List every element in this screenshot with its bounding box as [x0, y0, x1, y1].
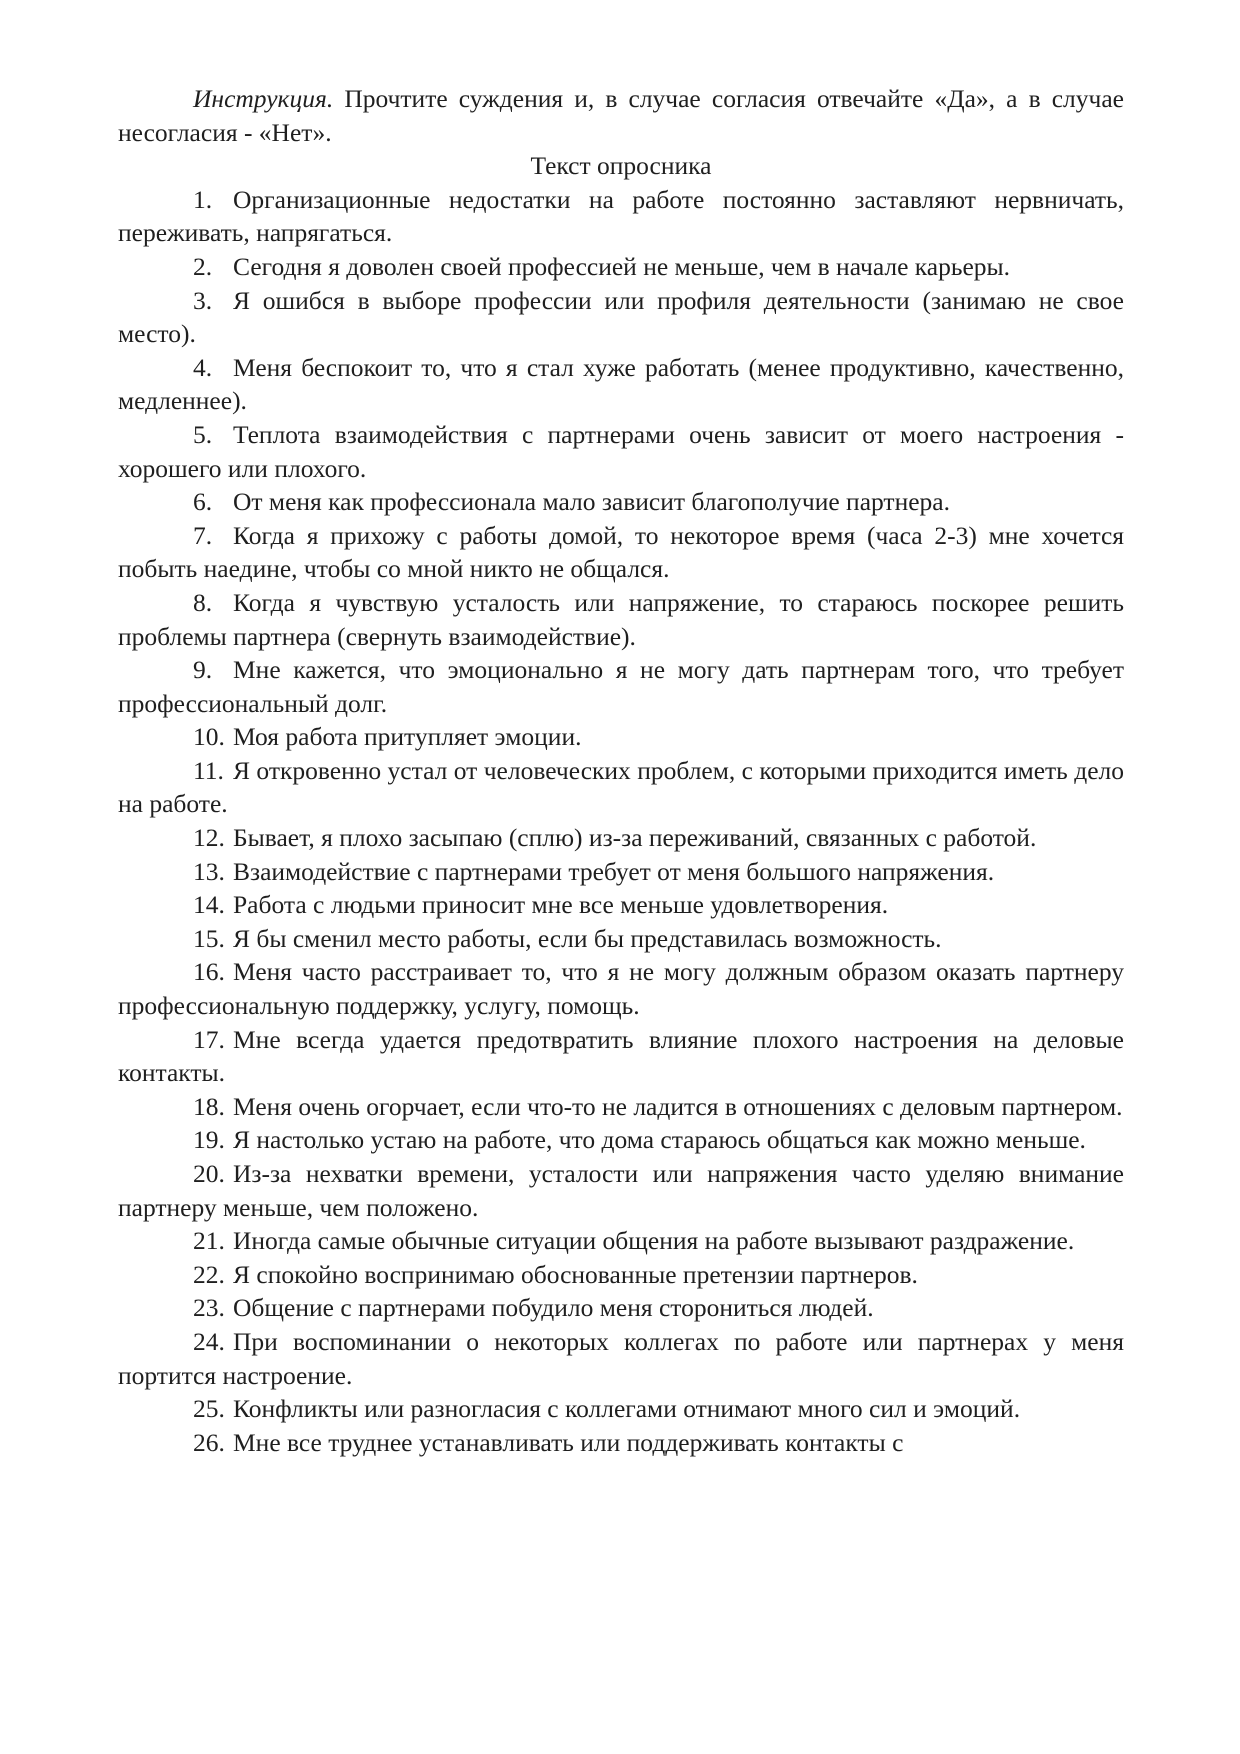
item-number: 16. [193, 957, 225, 987]
item-text: Иногда самые обычные ситуации общения на работе вызывают раздражение. [233, 1226, 1075, 1256]
item-number: 7. [193, 520, 213, 550]
item-text: Из-за нехватки времени, усталости или напряжения часто уделяю внимание партнеру меньше, чем положено. [118, 1159, 1124, 1222]
item-text: Моя работа притупляет эмоции. [233, 722, 582, 752]
item-number: 20. [193, 1159, 225, 1188]
questionnaire-item [118, 1090, 1124, 1124]
instruction-text: Прочтите суждения и, в случае согласия отвечайте «Да», а в случае несогласия - «Нет». [118, 84, 1124, 147]
questionnaire-item [118, 1157, 1124, 1224]
questionnaire-item [118, 1023, 1124, 1090]
item-number: 5. [193, 419, 213, 449]
questionnaire-item [118, 754, 1124, 821]
item-text: Меня беспокоит то, что я стал хуже работать (менее продуктивно, качественно, медленнее). [118, 352, 1124, 416]
item-text: Я бы сменил место работы, если бы представилась возможность. [233, 923, 942, 953]
item-number: 18. [193, 1091, 225, 1121]
item-number: 9. [193, 655, 213, 685]
item-number: 15. [193, 923, 225, 953]
item-text: Мне всегда удается предотвратить влияние плохого настроения на деловые контакты. [118, 1024, 1124, 1088]
item-number: 4. [193, 352, 213, 382]
item-text: Теплота взаимодействия с партнерами очень зависит от моего настроения - хорошего или плохого. [118, 419, 1124, 483]
item-text: Общение с партнерами побудило меня сторониться людей. [233, 1293, 874, 1323]
item-number: 21. [193, 1226, 225, 1256]
questionnaire-item [118, 519, 1124, 586]
questionnaire-item [118, 1392, 1124, 1426]
item-text: При воспоминании о некоторых коллегах по работе или партнерах у меня портится настроение. [118, 1326, 1124, 1390]
item-number: 8. [193, 587, 213, 617]
item-number: 2. [193, 251, 213, 281]
item-text: Когда я чувствую усталость или напряжение, то стараюсь поскорее решить проблемы партнера (свернуть взаимодействие). [118, 587, 1124, 651]
questionnaire-item [118, 821, 1124, 855]
item-text: Меня часто расстраивает то, что я не могу должным образом оказать партнеру профессиональную поддержку, услугу, помощь. [118, 957, 1124, 1021]
item-number: 11. [193, 755, 224, 785]
item-number: 17. [193, 1024, 225, 1054]
questionnaire-item [118, 351, 1124, 418]
item-text: Я настолько устаю на работе, что дома стараюсь общаться как можно меньше. [233, 1125, 1086, 1155]
item-text: Работа с людьми приносит мне все меньше удовлетворения. [233, 890, 889, 920]
item-text: Я спокойно воспринимаю обоснованные претензии партнеров. [233, 1259, 918, 1289]
instruction-label: Инструкция. [193, 84, 334, 113]
questionnaire-item [118, 955, 1124, 1022]
questionnaire-item [118, 888, 1124, 922]
questionnaire-item [118, 1426, 1124, 1460]
item-number: 23. [193, 1293, 225, 1323]
questionnaire-item [118, 653, 1124, 720]
item-number: 10. [193, 722, 225, 752]
item-number: 14. [193, 890, 225, 920]
questionnaire-item [118, 1258, 1124, 1292]
item-number: 22. [193, 1259, 225, 1289]
item-text: Мне кажется, что эмоционально я не могу дать партнерам того, что требует профессиональный долг. [118, 655, 1124, 718]
item-text: Меня очень огорчает, если что-то не ладится в отношениях с деловым партнером. [233, 1091, 1123, 1121]
item-number: 19. [193, 1125, 225, 1155]
questionnaire-item [118, 1123, 1124, 1157]
questionnaire-item [118, 586, 1124, 653]
item-number: 25. [193, 1394, 225, 1424]
questionnaire-item [118, 720, 1124, 754]
item-text: Мне все труднее устанавливать или поддерживать контакты с [233, 1427, 904, 1457]
questionnaire-item [118, 284, 1124, 351]
item-text: Взаимодействие с партнерами требует от меня большого напряжения. [233, 856, 995, 886]
questionnaire-item [118, 418, 1124, 485]
questionnaire-item [118, 1224, 1124, 1258]
questionnaire-item [118, 250, 1124, 284]
questionnaire-item [118, 485, 1124, 519]
item-number: 13. [193, 856, 225, 886]
item-text: От меня как профессионала мало зависит благополучие партнера. [233, 487, 950, 517]
item-text: Бывает, я плохо засыпаю (сплю) из-за переживаний, связанных с работой. [233, 823, 1037, 853]
questionnaire-item [118, 1325, 1124, 1392]
questionnaire-item [118, 1291, 1124, 1325]
questionnaire-item [118, 922, 1124, 956]
item-text: Когда я прихожу с работы домой, то некоторое время (часа 2-3) мне хочется побыть наедине, чтобы со мной никто не общался. [118, 520, 1124, 584]
item-text: Сегодня я доволен своей профессией не меньше, чем в начале карьеры. [233, 251, 1011, 281]
document-page [118, 82, 1124, 1459]
questionnaire-item [118, 855, 1124, 889]
item-number: 12. [193, 823, 225, 853]
item-number: 26. [193, 1427, 225, 1457]
item-text: Я откровенно устал от человеческих проблем, с которыми приходится иметь дело на работе. [118, 755, 1124, 819]
item-text: Я ошибся в выборе профессии или профиля деятельности (занимаю не свое место). [118, 285, 1124, 349]
questionnaire-items [118, 183, 1124, 1460]
item-number: 1. [193, 184, 213, 214]
item-text: Конфликты или разногласия с коллегами отнимают много сил и эмоций. [233, 1394, 1021, 1424]
item-number: 3. [193, 285, 213, 315]
item-text: Организационные недостатки на работе постоянно заставляют нервничать, переживать, напрягаться. [118, 184, 1124, 248]
item-number: 24. [193, 1326, 225, 1356]
item-number: 6. [193, 487, 213, 517]
questionnaire-heading: Текст опросника [530, 151, 712, 181]
questionnaire-item [118, 183, 1124, 250]
instruction-paragraph [118, 82, 1124, 149]
